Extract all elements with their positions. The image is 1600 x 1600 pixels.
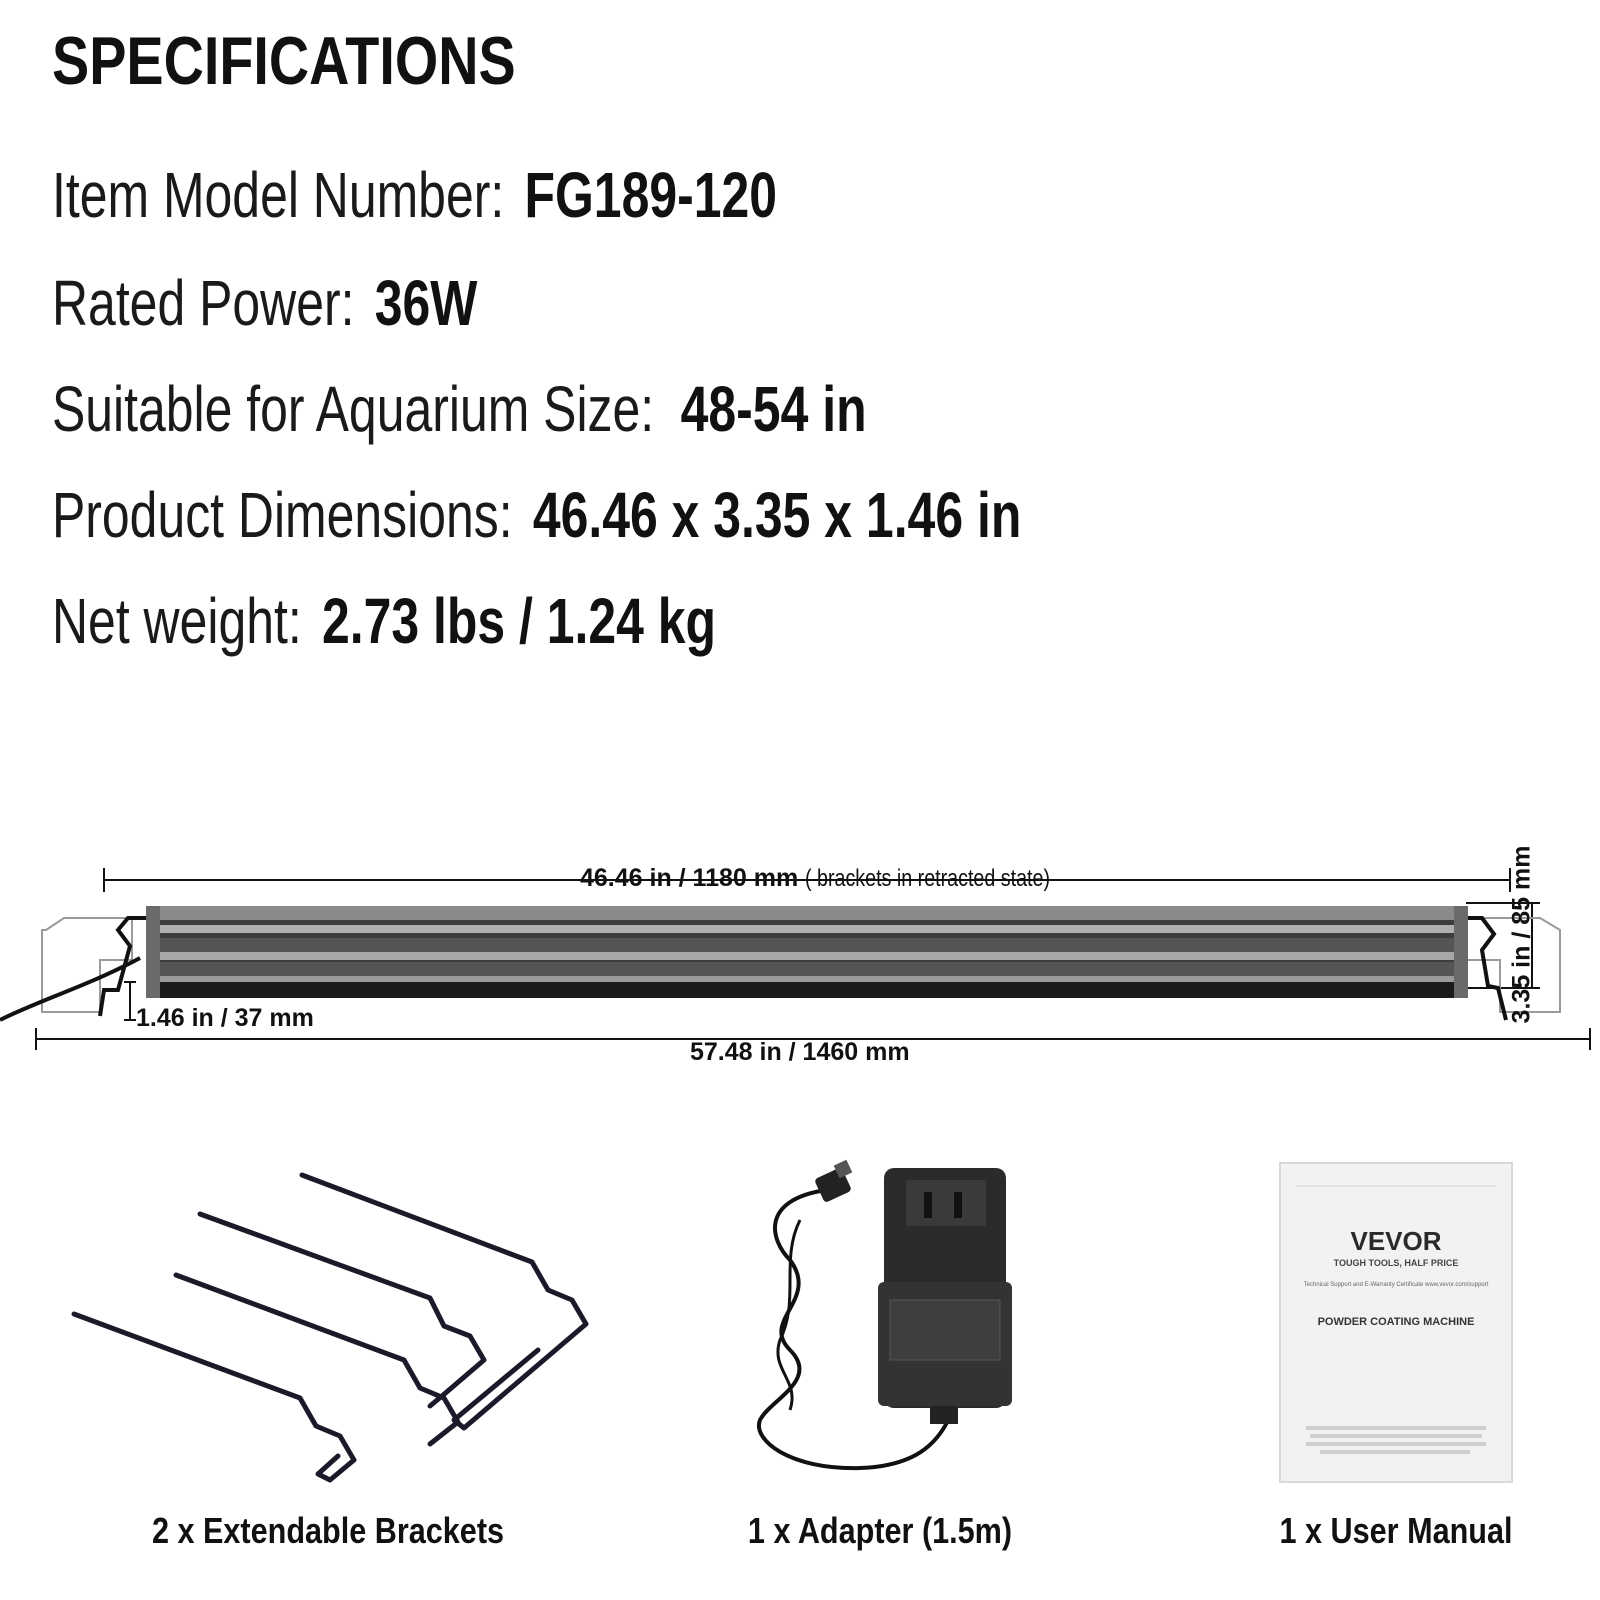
spec-value: 36W bbox=[374, 267, 478, 339]
manual-brand: VEVOR bbox=[1350, 1226, 1442, 1256]
spec-value: 46.46 x 3.35 x 1.46 in bbox=[532, 479, 1022, 551]
height-line bbox=[124, 982, 136, 1020]
retracted-length-note: ( brackets in retracted state) bbox=[805, 865, 1051, 892]
page-title: SPECIFICATIONS bbox=[52, 23, 516, 99]
adapter-icon bbox=[759, 1160, 1012, 1468]
spec-label: Net weight: bbox=[52, 585, 302, 657]
caption-brackets: 2 x Extendable Brackets bbox=[151, 1510, 505, 1551]
spec-label: Product Dimensions: bbox=[52, 479, 513, 551]
bracket-icon bbox=[74, 1175, 586, 1480]
retracted-length-label bbox=[580, 864, 1104, 893]
retracted-length-value: 46.46 in / 1180 mm bbox=[580, 864, 799, 892]
height-label: 1.46 in / 37 mm bbox=[136, 1004, 314, 1032]
manual-product: POWDER COATING MACHINE bbox=[1317, 1316, 1475, 1328]
manual-support-line: Technical Support and E-Warranty Certificate www.vevor.com/support bbox=[1303, 1282, 1489, 1288]
caption-adapter: 1 x Adapter (1.5m) bbox=[747, 1510, 1013, 1551]
spec-label: Rated Power: bbox=[52, 267, 355, 339]
spec-label: Suitable for Aquarium Size: bbox=[52, 373, 655, 445]
spec-label: Item Model Number: bbox=[52, 159, 505, 231]
manual-slogan: TOUGH TOOLS, HALF PRICE bbox=[1333, 1258, 1459, 1268]
width-label: 3.35 in / 85 mm bbox=[1507, 845, 1536, 1024]
caption-manual: 1 x User Manual bbox=[1279, 1510, 1513, 1551]
spec-value: 2.73 lbs / 1.24 kg bbox=[322, 585, 717, 657]
spec-value: FG189-120 bbox=[524, 159, 778, 231]
light-bar bbox=[146, 906, 1468, 998]
spec-value: 48-54 in bbox=[680, 373, 867, 445]
extended-length-label: 57.48 in / 1460 mm bbox=[690, 1038, 910, 1066]
